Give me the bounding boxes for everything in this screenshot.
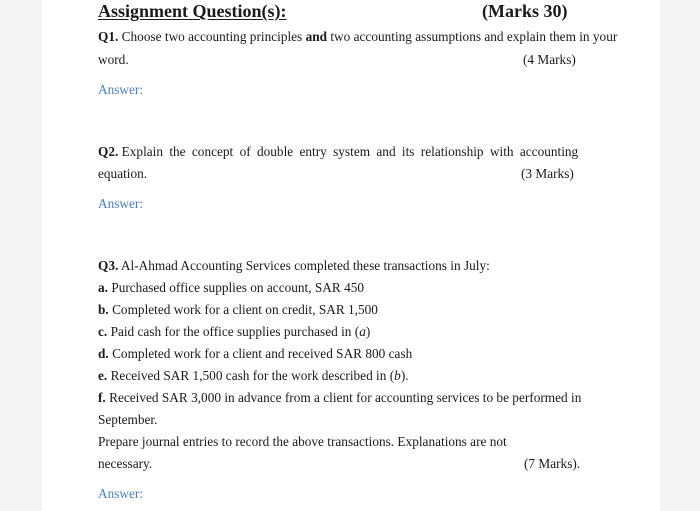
q3-item-a-letter: a. (98, 280, 108, 295)
q3-item-f (98, 390, 581, 406)
q3-item-d (98, 346, 412, 362)
q3-item-b-letter: b. (98, 302, 109, 317)
q3-intro-line (98, 258, 490, 274)
q3-item-c-tail: ) (365, 324, 371, 339)
q2-number: Q2. (98, 144, 119, 159)
q3-item-e-ref: b (394, 368, 401, 383)
assignment-title: Assignment Question(s): (98, 1, 287, 21)
q3-item-d-text: Completed work for a client and received SAR 800 cash (112, 346, 413, 361)
q3-item-f-text: Received SAR 3,000 in advance from a client for accounting services to be performed in (109, 390, 582, 405)
q3-item-e-letter: e. (98, 368, 108, 383)
q2-line2: equation. (98, 166, 148, 181)
q1-bold-word: and (305, 29, 328, 44)
q1-line2: word. (98, 52, 129, 67)
total-marks: (Marks 30) (482, 1, 568, 21)
q3-item-c (98, 324, 370, 340)
q1-marks: (4 Marks) (523, 52, 576, 67)
q3-marks: (7 Marks). (524, 456, 581, 471)
q3-instruction-line2: necessary. (98, 456, 153, 471)
document-page (42, 0, 660, 511)
q3-item-d-letter: d. (98, 346, 109, 361)
q3-item-a (98, 280, 364, 296)
q3-item-e-tail: ). (400, 368, 409, 383)
q1-answer-label: Answer: (98, 82, 144, 97)
q3-item-c-text: Paid cash for the office supplies purchased in ( (110, 324, 360, 339)
q3-item-c-letter: c. (98, 324, 108, 339)
q2-marks: (3 Marks) (521, 166, 574, 181)
q1-number: Q1. (98, 29, 119, 44)
q3-item-b (98, 302, 378, 318)
q3-item-e (98, 368, 409, 384)
q2-text-line1: Explain the concept of double entry system and its relationship with accounting (121, 144, 579, 159)
q1-line1 (98, 29, 617, 45)
q3-item-f-letter: f. (98, 390, 106, 405)
q3-item-c-ref: a (359, 324, 366, 339)
q3-number: Q3. (98, 258, 119, 273)
q2-line1 (98, 144, 578, 160)
q1-text-before: Choose two accounting principles (121, 29, 306, 44)
q2-answer-label: Answer: (98, 196, 144, 211)
q1-text-after: two accounting assumptions and explain them in your (327, 29, 618, 44)
q3-instruction-line1: Prepare journal entries to record the above transactions. Explanations are not (98, 434, 507, 449)
q3-item-a-text: Purchased office supplies on account, SAR 450 (111, 280, 365, 295)
q3-answer-label: Answer: (98, 486, 144, 501)
q3-item-e-text: Received SAR 1,500 cash for the work described in ( (110, 368, 395, 383)
q3-item-f-line2: September. (98, 412, 158, 427)
q3-item-b-text: Completed work for a client on credit, SAR 1,500 (112, 302, 378, 317)
q3-intro: Al-Ahmad Accounting Services completed these transactions in July: (120, 258, 490, 273)
